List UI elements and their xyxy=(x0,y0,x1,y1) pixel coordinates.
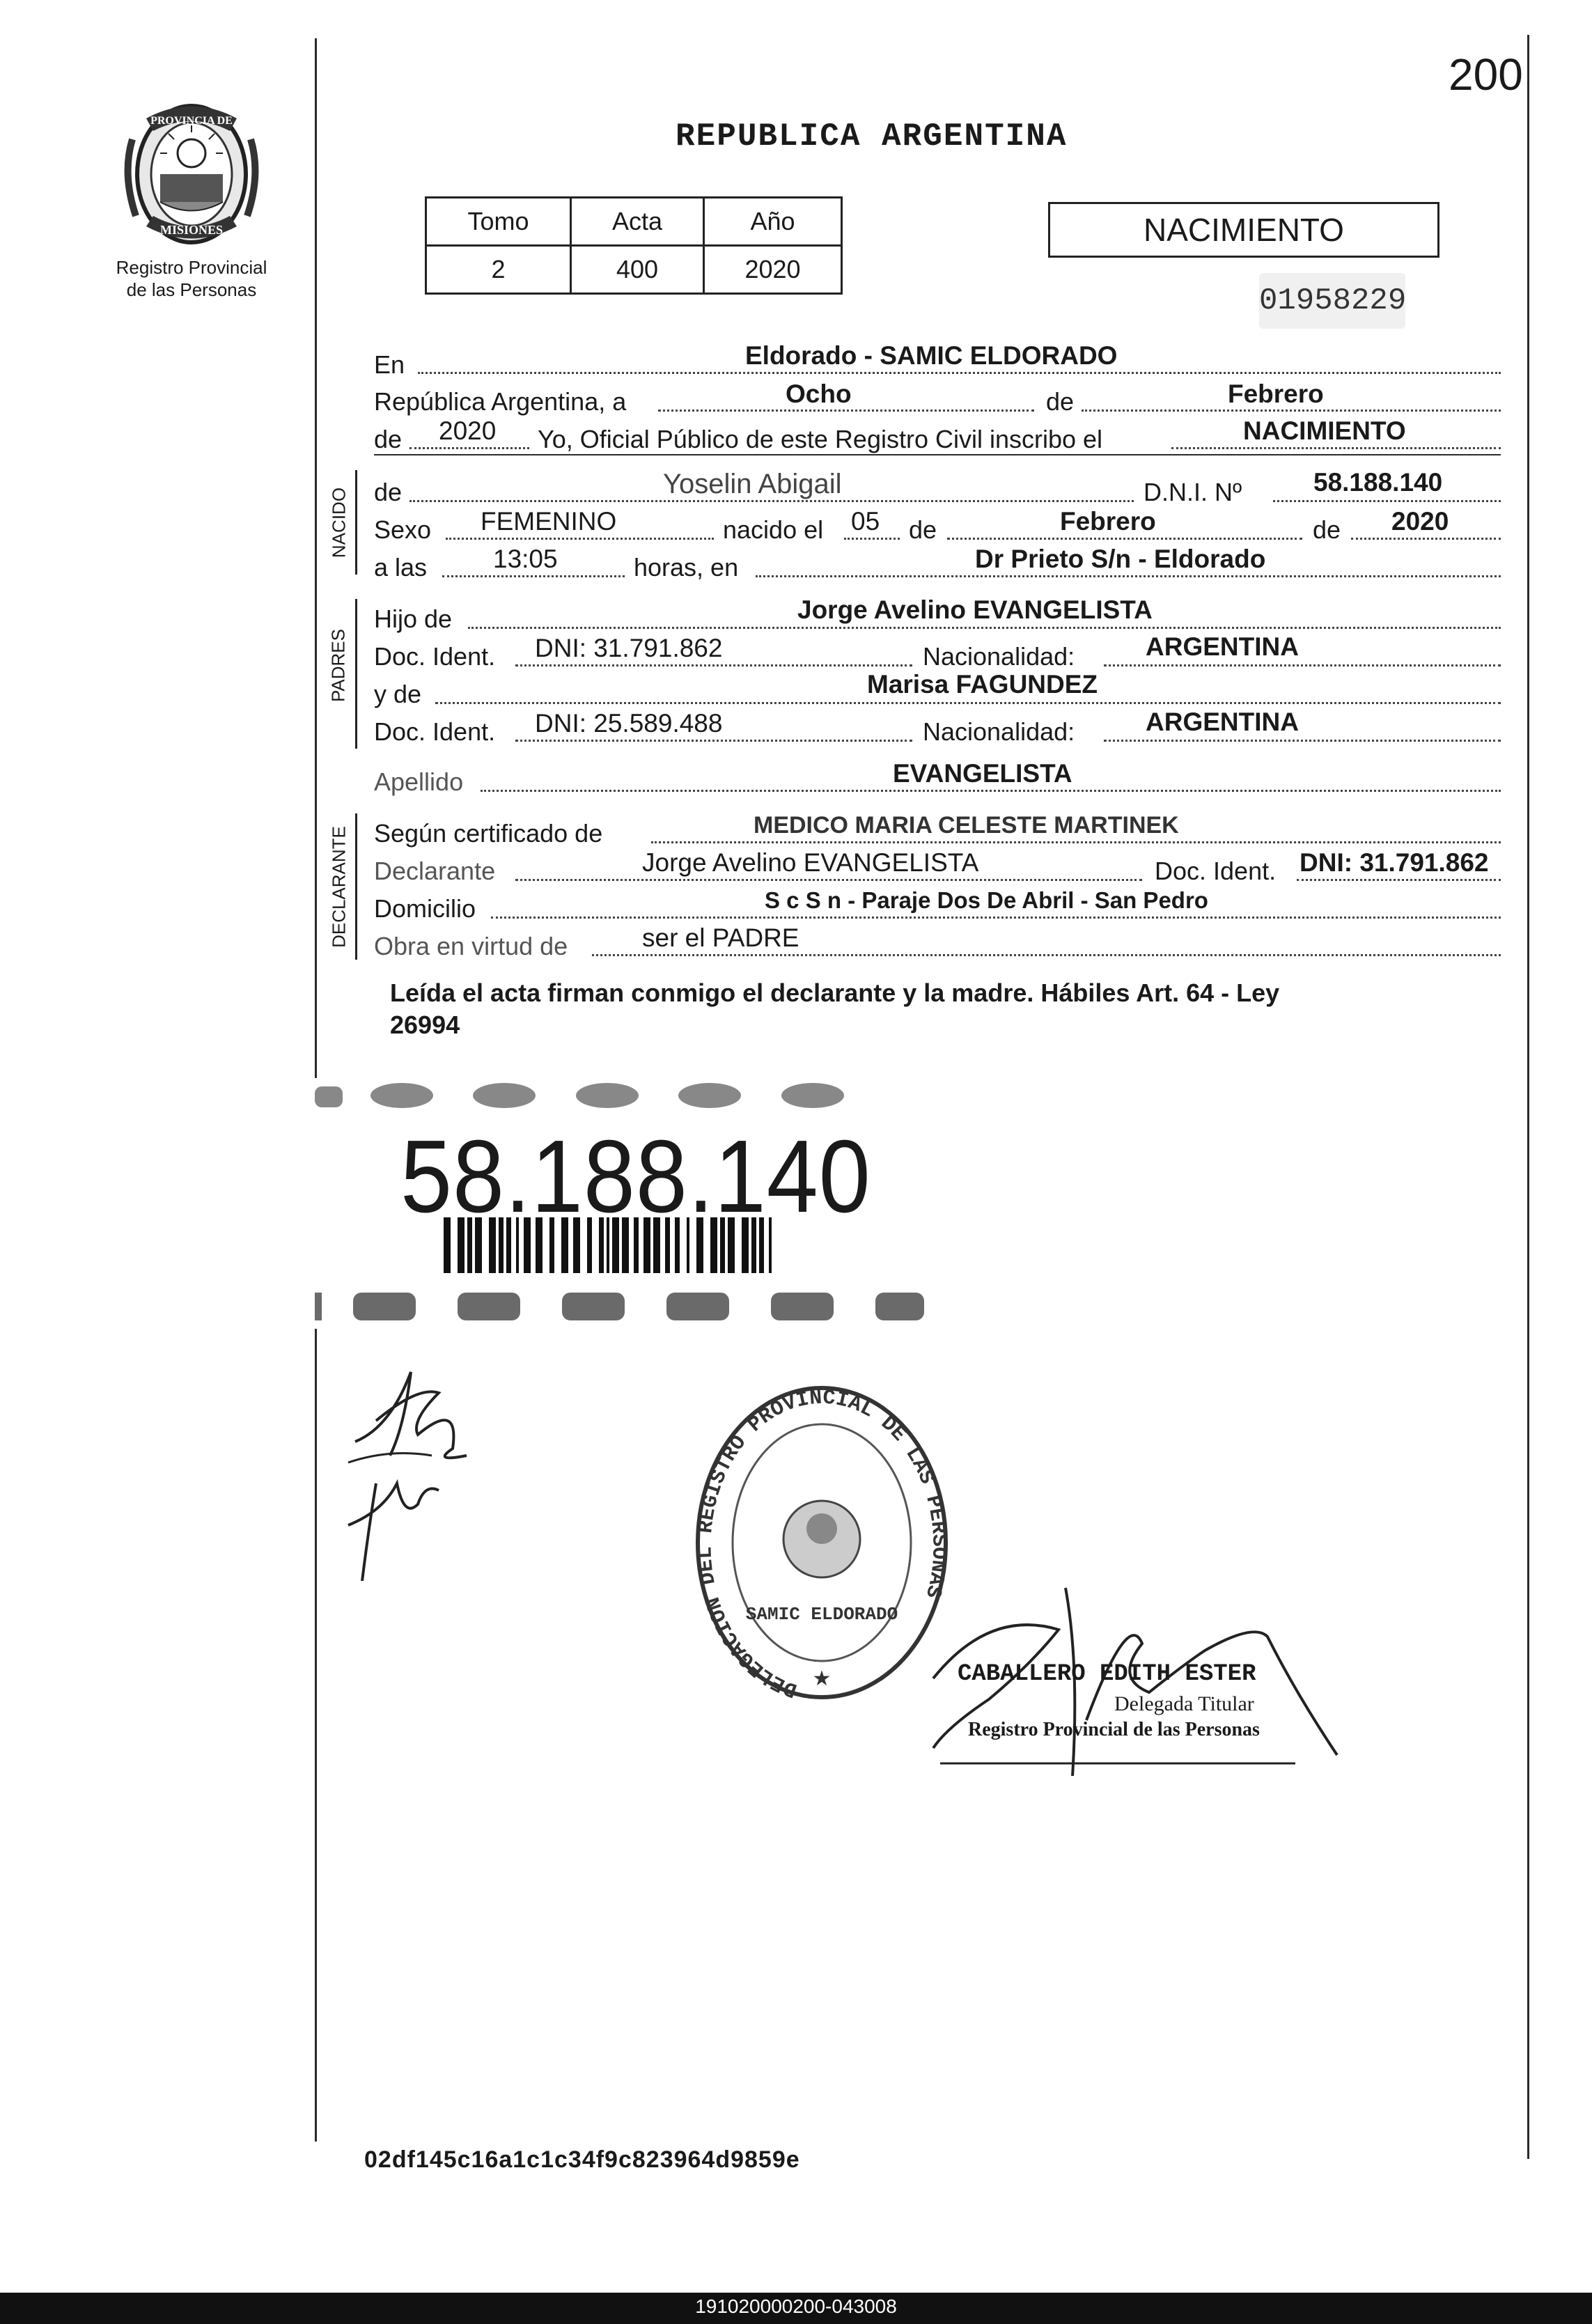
statement-text: Yo, Oficial Público de este Registro Civil inscribo el xyxy=(538,425,1103,453)
declarant-signature xyxy=(334,1344,501,1581)
mother-doc-label: Doc. Ident. xyxy=(374,717,496,746)
birth-year-value: 2020 xyxy=(1391,507,1449,536)
father-name-value: Jorge Avelino EVANGELISTA xyxy=(797,595,1153,624)
nacido-section-label: NACIDO xyxy=(328,487,350,559)
officer-name: CABALLERO EDITH ESTER xyxy=(958,1661,1256,1687)
nacido-el-label: nacido el xyxy=(723,515,824,544)
dotted-line xyxy=(481,790,1501,792)
dotted-line xyxy=(515,664,912,666)
declarante-doc-value: DNI: 31.791.862 xyxy=(1300,848,1489,877)
de-label: de xyxy=(909,515,937,544)
header-tomo: Tomo xyxy=(426,198,571,246)
separator-line xyxy=(374,454,1501,455)
father-doc-value: DNI: 31.791.862 xyxy=(535,634,723,662)
officer-role: Delegada Titular xyxy=(1114,1692,1254,1715)
a-las-label: a las xyxy=(374,553,428,582)
table-header-row xyxy=(426,198,842,246)
legal-note: Leída el acta firman conmigo el declarante y la madre. Hábiles Art. 64 - Ley 26994 xyxy=(390,978,1280,1039)
section-bracket xyxy=(355,470,357,575)
apellido-value: EVANGELISTA xyxy=(893,759,1072,788)
right-margin-line xyxy=(1527,35,1529,2159)
birth-time-value: 13:05 xyxy=(493,545,558,573)
dotted-line xyxy=(468,627,1501,629)
domicilio-label: Domicilio xyxy=(374,894,476,923)
svg-text:★: ★ xyxy=(812,1667,832,1690)
de-label: de xyxy=(1046,387,1075,416)
dotted-line xyxy=(418,372,1501,374)
dotted-line xyxy=(1104,664,1501,666)
child-dni-value: 58.188.140 xyxy=(1313,468,1443,497)
acta-table xyxy=(425,196,843,295)
dotted-line xyxy=(491,917,1501,919)
birth-month-value: Febrero xyxy=(1060,507,1156,536)
day-value: Ocho xyxy=(786,380,852,408)
father-nationality-label: Nacionalidad: xyxy=(923,642,1075,671)
father-doc-label: Doc. Ident. xyxy=(374,642,496,671)
dotted-line xyxy=(947,538,1302,540)
act-type-value: NACIMIENTO xyxy=(1243,416,1406,445)
document-title: REPUBLICA ARGENTINA xyxy=(676,118,1068,155)
registry-name: Registro Provincial de las Personas xyxy=(116,257,267,300)
sexo-label: Sexo xyxy=(374,515,432,544)
section-bracket xyxy=(355,599,357,749)
place-value: Eldorado - SAMIC ELDORADO xyxy=(745,341,1118,370)
birth-day-value: 05 xyxy=(851,507,880,536)
certificado-value: MEDICO MARIA CELESTE MARTINEK xyxy=(754,812,1179,839)
de-label: de xyxy=(374,478,403,506)
declarante-name-value: Jorge Avelino EVANGELISTA xyxy=(642,848,979,877)
de-label: de xyxy=(374,425,403,453)
declarante-section-label: DECLARANTE xyxy=(328,826,350,948)
dotted-line xyxy=(756,575,1501,577)
en-label: En xyxy=(374,350,405,379)
document-hash: 02df145c16a1c1c34f9c823964d9859e xyxy=(364,2146,800,2173)
obra-value: ser el PADRE xyxy=(642,923,799,952)
month-value: Febrero xyxy=(1228,380,1324,408)
mother-name-value: Marisa FAGUNDEZ xyxy=(867,670,1098,699)
year-value: 2020 xyxy=(439,416,497,445)
padres-section-label: PADRES xyxy=(327,629,349,702)
document-type-box: NACIMIENTO xyxy=(1048,202,1439,258)
value-tomo: 2 xyxy=(426,246,571,294)
dotted-line xyxy=(1171,447,1501,449)
value-acta: 400 xyxy=(571,246,704,294)
mother-doc-value: DNI: 25.589.488 xyxy=(535,709,723,738)
dotted-line xyxy=(409,500,1134,502)
svg-text:MISIONES: MISIONES xyxy=(159,223,224,237)
dotted-line xyxy=(1273,500,1501,502)
dotted-line xyxy=(435,702,1501,704)
header-acta: Acta xyxy=(571,198,704,246)
declarante-doc-label: Doc. Ident. xyxy=(1155,857,1277,885)
child-name-value: Yoselin Abigail xyxy=(663,469,842,499)
declarante-label: Declarante xyxy=(374,857,496,885)
domicilio-value: S c S n - Paraje Dos De Abril - San Pedro xyxy=(765,887,1208,913)
father-nationality-value: ARGENTINA xyxy=(1146,632,1299,661)
dotted-line xyxy=(442,575,625,577)
y-de-label: y de xyxy=(374,680,422,708)
page-number: 200 xyxy=(1449,49,1523,100)
dotted-line xyxy=(446,538,714,540)
table-value-row xyxy=(426,246,842,294)
svg-text:PROVINCIA DE: PROVINCIA DE xyxy=(150,115,233,127)
dotted-line xyxy=(1082,410,1501,412)
province-coat-of-arms-logo xyxy=(118,98,265,251)
dotted-line xyxy=(515,740,912,742)
header-anio: Año xyxy=(704,198,842,246)
dotted-line xyxy=(592,954,1501,956)
footer-code: 191020000200-043008 xyxy=(695,2295,897,2317)
dotted-line xyxy=(658,410,1034,412)
dni-label: D.N.I. Nº xyxy=(1144,478,1242,506)
barcode-number: 58.188.140 xyxy=(400,1119,871,1234)
svg-text:SAMIC ELDORADO: SAMIC ELDORADO xyxy=(745,1604,898,1625)
apellido-label: Apellido xyxy=(374,767,464,796)
section-bracket xyxy=(355,813,357,960)
de-label: de xyxy=(1313,515,1341,544)
certificado-label: Según certificado de xyxy=(374,819,603,848)
dotted-line xyxy=(1104,740,1501,742)
sex-value: FEMENINO xyxy=(481,507,617,536)
serial-number: 01958229 xyxy=(1259,273,1405,329)
officer-office: Registro Provincial de las Personas xyxy=(968,1719,1260,1740)
mother-nationality-value: ARGENTINA xyxy=(1146,708,1299,736)
mother-nationality-label: Nacionalidad: xyxy=(923,717,1075,746)
birth-place-value: Dr Prieto S/n - Eldorado xyxy=(975,545,1266,573)
dotted-line xyxy=(409,447,529,449)
svg-text:DELEGACION DEL REGISTRO PROVIN: DELEGACION DEL REGISTRO PROVINCIAL DE LAS PERSONAS xyxy=(694,1386,951,1702)
dotted-line xyxy=(1351,538,1501,540)
dotted-line xyxy=(515,879,1142,881)
dotted-line xyxy=(844,538,900,540)
hijo-de-label: Hijo de xyxy=(374,605,453,633)
horas-en-label: horas, en xyxy=(634,553,739,582)
dotted-line xyxy=(1297,879,1501,881)
republica-label: República Argentina, a xyxy=(374,387,627,416)
value-anio: 2020 xyxy=(704,246,842,294)
obra-label: Obra en virtud de xyxy=(374,932,568,960)
dotted-line xyxy=(651,841,1501,843)
